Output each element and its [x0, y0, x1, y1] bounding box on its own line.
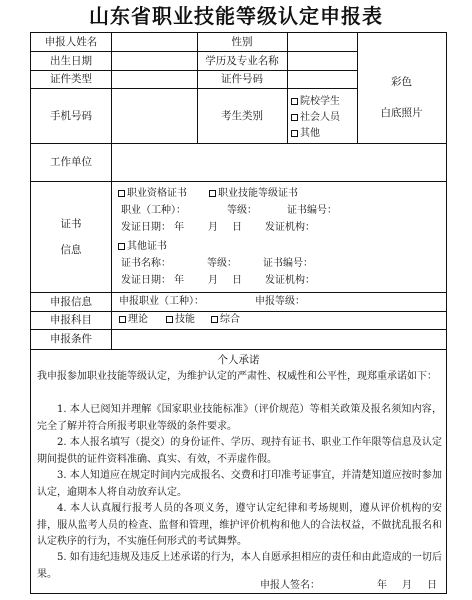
subject-option-combined[interactable] [211, 312, 240, 328]
declare-condition-field[interactable] [111, 329, 446, 349]
qual-cert-label: 职业资格证书 [127, 188, 187, 199]
commitment-heading: 个人承诺 [217, 354, 260, 366]
candidate-option-student[interactable] [291, 94, 340, 110]
photo-label-color: 彩色 [391, 76, 412, 88]
label-education: 学历及专业名称 [205, 55, 279, 67]
commitment-item-1: 1. 本人已阅知并理解《国家职业技能标准》（评价规范）等相关政策及报名须知内容，完全了解并符合所报考职业等级的条件要求。 [37, 404, 442, 432]
label-declare-condition: 申报条件 [50, 333, 92, 345]
other-cert-option[interactable] [118, 239, 167, 255]
form-title: 山东省职业技能等级认定申报表 [89, 4, 383, 28]
candidate-option-label: 院校学生 [300, 96, 340, 107]
id-number-field[interactable] [287, 70, 357, 88]
subject-option-skill[interactable] [166, 312, 195, 328]
declare-level-label: 申报等级： [255, 296, 305, 307]
id-type-field[interactable] [111, 70, 197, 88]
photo-label-white-bg: 白底照片 [380, 107, 423, 119]
checkbox-icon [166, 316, 173, 323]
checkbox-icon [118, 243, 125, 250]
label-declare-info: 申报信息 [50, 296, 92, 308]
checkbox-icon [119, 316, 126, 323]
other-cert-issue-day: 日 [232, 275, 242, 286]
cert-issuer-label: 发证机构： [265, 222, 315, 233]
label-cert: 证书 [60, 218, 82, 230]
commitment-item-5: 5. 如有违纪违规及违反上述承诺的行为，本人自愿承担相应的责任和由此造成的一切后果。 [37, 552, 442, 580]
candidate-option-other[interactable] [291, 126, 320, 142]
commitment-item-4: 4. 本人认真履行报考人员的各项义务，遵守认定纪律和考场规则，遵从评价机构的安排，服从监考人员的检查、监督和管理，维护评价机构和他人的合法权益，不做扰乱报名和认定秩序的行为，不实施任何形式的考试舞弊。 [37, 503, 442, 547]
label-applicant-name: 申报人姓名 [44, 36, 98, 48]
checkbox-icon [211, 316, 218, 323]
cert-number-label: 证书编号： [287, 205, 337, 216]
other-cert-issue-year: 发证日期： 年 [121, 275, 185, 286]
cert-issue-year: 发证日期： 年 [121, 222, 185, 233]
signature-label: 申报人签名： [260, 580, 320, 591]
other-cert-level-label: 等级： [207, 258, 237, 269]
signature-month: 月 [402, 580, 412, 591]
checkbox-icon [291, 114, 298, 121]
applicant-name-field[interactable] [111, 33, 197, 51]
candidate-option-social[interactable] [291, 110, 340, 126]
other-cert-label: 其他证书 [127, 241, 167, 252]
application-form-table [30, 32, 447, 594]
commitment-item-3: 3. 本人知道应在规定时间内完成报名、交费和打印准考证事宜，并清楚知道应按时参加认定，逾期本人将自动放弃认定。 [37, 470, 442, 498]
cert-occupation-label: 职业（工种）： [121, 205, 186, 216]
cert-issue-month: 月 [208, 222, 218, 233]
subject-label: 技能 [175, 314, 195, 325]
gender-field[interactable] [287, 33, 357, 51]
label-gender: 性别 [231, 36, 253, 48]
checkbox-icon [118, 190, 125, 197]
skill-cert-label: 职业技能等级证书 [218, 188, 298, 199]
label-cert-info: 信息 [60, 244, 82, 256]
candidate-option-label: 社会人员 [300, 112, 340, 123]
subject-option-theory[interactable] [119, 312, 148, 328]
checkbox-icon [291, 98, 298, 105]
qual-cert-option[interactable] [118, 186, 187, 202]
subject-label: 综合 [220, 314, 240, 325]
other-cert-issuer-label: 发证机构： [265, 275, 315, 286]
label-work-unit: 工作单位 [50, 156, 92, 168]
education-field[interactable] [287, 51, 357, 70]
checkbox-icon [209, 190, 216, 197]
label-declare-subject: 申报科目 [50, 314, 92, 326]
skill-cert-option[interactable] [209, 186, 298, 202]
signature-year: 年 [377, 580, 387, 591]
signature-field[interactable] [327, 579, 377, 593]
signature-day: 日 [427, 580, 437, 591]
subject-label: 理论 [128, 314, 148, 325]
label-phone: 手机号码 [50, 110, 92, 122]
commitment-intro: 我申报参加职业技能等级认定，为维护认定的严肃性、权威性和公平性，现郑重承诺如下： [37, 371, 437, 382]
label-birth-date: 出生日期 [50, 55, 92, 67]
label-candidate-type: 考生类别 [221, 110, 263, 122]
birth-date-field[interactable] [111, 51, 197, 70]
phone-field[interactable] [111, 88, 197, 143]
declare-occupation-label: 申报职业（工种）： [119, 296, 204, 307]
other-cert-name-label: 证书名称： [121, 258, 171, 269]
other-cert-number-label: 证书编号： [263, 258, 313, 269]
work-unit-field[interactable] [111, 143, 446, 181]
label-id-number: 证件号码 [221, 73, 263, 85]
cert-level-label: 等级： [227, 205, 257, 216]
checkbox-icon [291, 130, 298, 137]
label-id-type: 证件类型 [50, 73, 92, 85]
other-cert-issue-month: 月 [208, 275, 218, 286]
cert-issue-day: 日 [232, 222, 242, 233]
commitment-item-2: 2. 本人报名填写（提交）的身份证件、学历、现持有证书、职业工作年限等信息及认定期间提供的证件资料准确、真实、有效，不弄虚作假。 [37, 437, 442, 465]
candidate-option-label: 其他 [300, 128, 320, 139]
